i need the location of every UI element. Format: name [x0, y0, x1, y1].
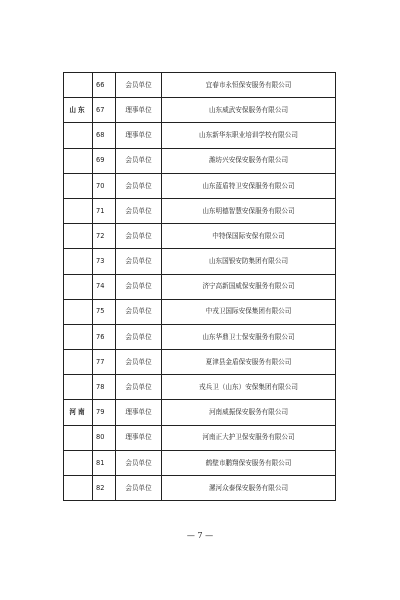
- table-row: [64, 249, 336, 274]
- company-name-cell: 山东华鼎卫士保安服务有限公司: [162, 324, 336, 349]
- role-cell: 会员单位: [116, 350, 162, 375]
- province-cell: [64, 375, 93, 400]
- company-name-cell: 夏津县金盾保安服务有限公司: [162, 350, 336, 375]
- number-cell: 77: [93, 350, 116, 375]
- table-row: [64, 450, 336, 475]
- role-cell: 理事单位: [116, 123, 162, 148]
- number-cell: 66: [93, 73, 116, 98]
- page-number: — 7 —: [186, 531, 214, 540]
- table-row: [64, 98, 336, 123]
- table-row: [64, 73, 336, 98]
- company-name-cell: 济宁高新国威保安服务有限公司: [162, 274, 336, 299]
- company-name-cell: 山东蓝盾特卫安保服务有限公司: [162, 173, 336, 198]
- company-name-cell: 潍坊兴安保安服务有限公司: [162, 148, 336, 173]
- table-row: [64, 400, 336, 425]
- company-name-cell: 河南威振保安服务有限公司: [162, 400, 336, 425]
- number-cell: 69: [93, 148, 116, 173]
- table-row: [64, 425, 336, 450]
- role-cell: 会员单位: [116, 173, 162, 198]
- province-cell: [64, 350, 93, 375]
- company-name-cell: 宜春市永恒保安服务有限公司: [162, 73, 336, 98]
- company-name-cell: 中戎卫国际安保集团有限公司: [162, 299, 336, 324]
- company-name-cell: 漯河众泰保安服务有限公司: [162, 476, 336, 501]
- number-cell: 71: [93, 198, 116, 223]
- company-name-cell: 河南正大护卫保安服务有限公司: [162, 425, 336, 450]
- role-cell: 会员单位: [116, 476, 162, 501]
- province-cell: [64, 425, 93, 450]
- role-cell: 会员单位: [116, 375, 162, 400]
- number-cell: 79: [93, 400, 116, 425]
- number-cell: 76: [93, 324, 116, 349]
- province-cell: [64, 476, 93, 501]
- company-name-cell: 鹤壁市鹏翔保安服务有限公司: [162, 450, 336, 475]
- role-cell: 理事单位: [116, 400, 162, 425]
- province-cell: [64, 274, 93, 299]
- number-cell: 70: [93, 173, 116, 198]
- province-cell: [64, 73, 93, 98]
- province-cell: [64, 299, 93, 324]
- role-cell: 会员单位: [116, 224, 162, 249]
- table-row: [64, 350, 336, 375]
- table-row: [64, 198, 336, 223]
- role-cell: 会员单位: [116, 299, 162, 324]
- company-name-cell: 山东明德智慧安保服务有限公司: [162, 198, 336, 223]
- number-cell: 75: [93, 299, 116, 324]
- table-row: [64, 375, 336, 400]
- number-cell: 67: [93, 98, 116, 123]
- province-cell: [64, 123, 93, 148]
- table-row: [64, 148, 336, 173]
- province-cell: 河南: [64, 400, 93, 425]
- table-row: [64, 123, 336, 148]
- role-cell: 会员单位: [116, 249, 162, 274]
- province-cell: [64, 450, 93, 475]
- table-row: [64, 324, 336, 349]
- number-cell: 82: [93, 476, 116, 501]
- member-table-body: [64, 73, 336, 501]
- number-cell: 81: [93, 450, 116, 475]
- table-row: [64, 224, 336, 249]
- number-cell: 73: [93, 249, 116, 274]
- table-row: [64, 476, 336, 501]
- province-cell: [64, 224, 93, 249]
- role-cell: 会员单位: [116, 324, 162, 349]
- province-cell: [64, 324, 93, 349]
- number-cell: 80: [93, 425, 116, 450]
- company-name-cell: 山东威武安保服务有限公司: [162, 98, 336, 123]
- role-cell: 会员单位: [116, 73, 162, 98]
- company-name-cell: 戎兵卫（山东）安保集团有限公司: [162, 375, 336, 400]
- number-cell: 74: [93, 274, 116, 299]
- company-name-cell: 山东新华东职业培训学校有限公司: [162, 123, 336, 148]
- province-cell: [64, 198, 93, 223]
- province-cell: [64, 148, 93, 173]
- province-cell: [64, 173, 93, 198]
- role-cell: 理事单位: [116, 425, 162, 450]
- role-cell: 会员单位: [116, 198, 162, 223]
- role-cell: 理事单位: [116, 98, 162, 123]
- member-table: [63, 72, 336, 501]
- table-row: [64, 274, 336, 299]
- company-name-cell: 中特保国际安保有限公司: [162, 224, 336, 249]
- role-cell: 会员单位: [116, 450, 162, 475]
- province-cell: 山东: [64, 98, 93, 123]
- number-cell: 72: [93, 224, 116, 249]
- role-cell: 会员单位: [116, 274, 162, 299]
- role-cell: 会员单位: [116, 148, 162, 173]
- table-row: [64, 173, 336, 198]
- table-row: [64, 299, 336, 324]
- company-name-cell: 山东国银安防集团有限公司: [162, 249, 336, 274]
- number-cell: 78: [93, 375, 116, 400]
- province-cell: [64, 249, 93, 274]
- number-cell: 68: [93, 123, 116, 148]
